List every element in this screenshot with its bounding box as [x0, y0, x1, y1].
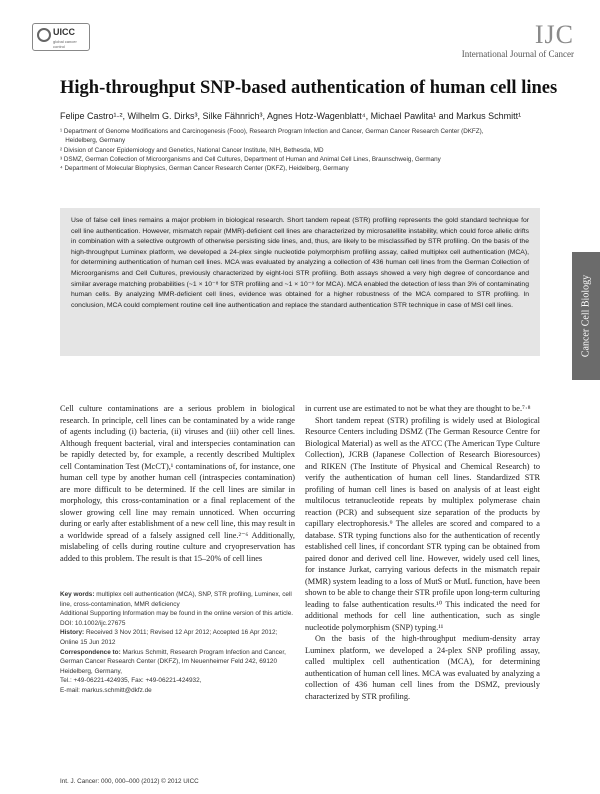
logo-brand: UICC	[53, 27, 75, 37]
logo-tagline: global cancer control	[53, 39, 77, 49]
journal-name: International Journal of Cancer	[461, 49, 574, 59]
body-paragraph: in current use are estimated to not be what they are thought to be.⁷·⁸	[305, 404, 531, 413]
correspondence	[60, 648, 295, 677]
history-text: Received 3 Nov 2011; Revised 12 Apr 2012; Accepted 16 Apr 2012; Online 15 Jun 2012	[60, 629, 278, 646]
paper-title: High-throughput SNP-based authentication of human cell lines	[60, 78, 558, 98]
uicc-logo	[32, 23, 90, 51]
body-paragraph: Cell culture contaminations are a serious problem in biological research. In principle, cell lines can be contaminated by a wide range of agents including (i) bacteria, (ii) viruses and (iii) other cell lines. Although frequent bacterial, viral and interspecies contamination can be rapidly detected by, for example, a recently described Multiplex cell Contamination Test (McCT),¹ contaminations of, for instance, one human cell type by another human cell (intraspecies contamination) are more difficult to be determined. If the cell lines are similar in morphology, this cross-contamination or a final replacement of the slower growing cell line may remain unnoticed. When occurring during or early after establishment of a new cell line, this may result in a worldwide spread of a falsely assigned cell line.²⁻⁶ Additionally, mislabeling of cells during routine culture and cryopreservation has added to this problem. The result is that 15–20% of cell lines	[60, 404, 296, 563]
affiliation-1-cont: Heidelberg, Germany	[60, 137, 126, 145]
journal-abbr: IJC	[534, 20, 574, 49]
contact-email: E-mail: markus.schmitt@dkfz.de	[60, 686, 152, 694]
contact-phone: Tel.: +49-06221-424935, Fax: +49-06221-424932,	[60, 677, 202, 685]
globe-icon	[37, 28, 51, 42]
keywords-label: Key words:	[60, 591, 95, 598]
affiliation-2: ² Division of Cancer Epidemiology and Genetics, National Cancer Institute, NIH, Bethesda, MD	[60, 146, 324, 154]
correspondence-label: Correspondence to:	[60, 648, 121, 656]
body-column-right	[305, 403, 540, 702]
supporting-info: Additional Supporting Information may be found in the online version of this article.	[60, 610, 294, 618]
section-side-tab	[572, 252, 600, 380]
history	[60, 628, 295, 647]
affiliation-3: ³ DSMZ, German Collection of Microorganisms and Cell Cultures, Department of Human and Animal Cell Lines, Braunschweig, Germany	[60, 155, 441, 163]
affiliation-1: ¹ Department of Genome Modifications and Carcinogenesis (Fooo), Research Program Infection and Cancer, German Cancer Research Center (DKFZ),	[60, 128, 484, 135]
section-side-tab-label: Cancer Cell Biology	[580, 274, 592, 358]
history-label: History:	[60, 629, 85, 637]
keywords	[60, 590, 295, 609]
abstract-box: Use of false cell lines remains a major problem in biological research. Short tandem repeat (STR) profiling represents the gold standard technique for cell line authentication. However, mismatch repair (MMR)-deficient cell lines are characterized by microsatellite instability, which could force allelic drifts in combination with a selective outgrowth of otherwise persisting side lines, and, thus, are likely to be misclassified by STR profiling. On the basis of the high-throughput Luminex platform, we developed a 24-plex single nucleotide polymorphism profiling assay, called multiplex cell authentication (MCA), for determining authentication of human cell lines. MCA was evaluated by analyzing a collection of 436 human cell lines from the German Collection of Microorganisms and Cell Cultures, previously characterized by eight-loci STR profiling. Both assays showed a very high degree of concordance and similar average matching probabilities (~1 × 10⁻⁸ for STR profiling and ~1 × 10⁻⁹ for MCA). MCA enabled the detection of less than 3% of contaminating human cells. By analyzing MMR-deficient cell lines, evidence was obtained for a higher robustness of the MCA compared to STR profiling. In conclusion, MCA could complement routine cell line authentication and replace the standard authentication STR technique in case of MSI cell lines.	[60, 208, 540, 356]
author-list: Felipe Castro¹·², Wilhelm G. Dirks³, Silke Fähnrich³, Agnes Hotz-Wagenblatt⁴, Michael Pawlita¹ and Markus Schmitt¹	[60, 111, 522, 121]
page-footer: Int. J. Cancer: 000, 000–000 (2012) © 2012 UICC	[60, 778, 199, 785]
body-paragraph: On the basis of the high-throughput medium-density array Luminex platform, we developed a 24-plex SNP profiling assay, called multiplex cell authentication (MCA), for determining authentication of human cell lines. MCA was evaluated by analyzing a collection of 436 human cell lines from the DSMZ, previously characterized by STR profiling.	[305, 634, 540, 701]
doi: DOI: 10.1002/ijc.27675	[60, 619, 126, 627]
affiliation-4: ⁴ Department of Molecular Biophysics, German Cancer Research Center (DKFZ), Heidelberg, Germany	[60, 165, 349, 173]
keywords-text: multiplex cell authentication (MCA), SNP, STR profiling, Luminex, cell line, cross-contamination, MMR deficiency	[60, 591, 292, 608]
body-column-left	[60, 403, 295, 564]
body-paragraph: Short tandem repeat (STR) profiling is widely used at Biological Resource Centers including DSMZ (The German Resource Centre for Biological Material) as well as the ATCC (The American Type Culture Collection), JCRB (Japanese Collection of Research Bioresources) and RIKEN (The Institute of Physical and Chemical Research) to verify the authentication of human cell lines. Standardized STR profiling of human cell lines is based on analysis of at least eight multilocus tetranucleotide repeats by multiplex polymerase chain reaction (PCR) and subsequent size separation of the products by capillary electrophoresis.⁹ The alleles are scored and compared to a database. STR typing functions also for the authentication of recently established cell lines, if concordant STR typing can be obtained from paired donor and derived cell line. However, widely used cell lines, for instance Jurkat, carrying various defects in the mismatch repair (MMR) system leading to a loss of MutS or MutL function, have been shown to be able to change their STR profile upon long-term culturing leading to false authentication results.¹⁰ This indicated the need for additional methods for cell line authentication, such as single nucleotide polymorphism (SNP) typing.¹¹	[305, 415, 540, 632]
article-metadata	[60, 590, 295, 696]
correspondence-text: Markus Schmitt, Research Program Infection and Cancer, German Cancer Research Center (DKFZ), Im Neuenheimer Feld 242, 69120 Heidelberg, Germany,	[60, 648, 286, 675]
affiliations	[60, 127, 580, 173]
